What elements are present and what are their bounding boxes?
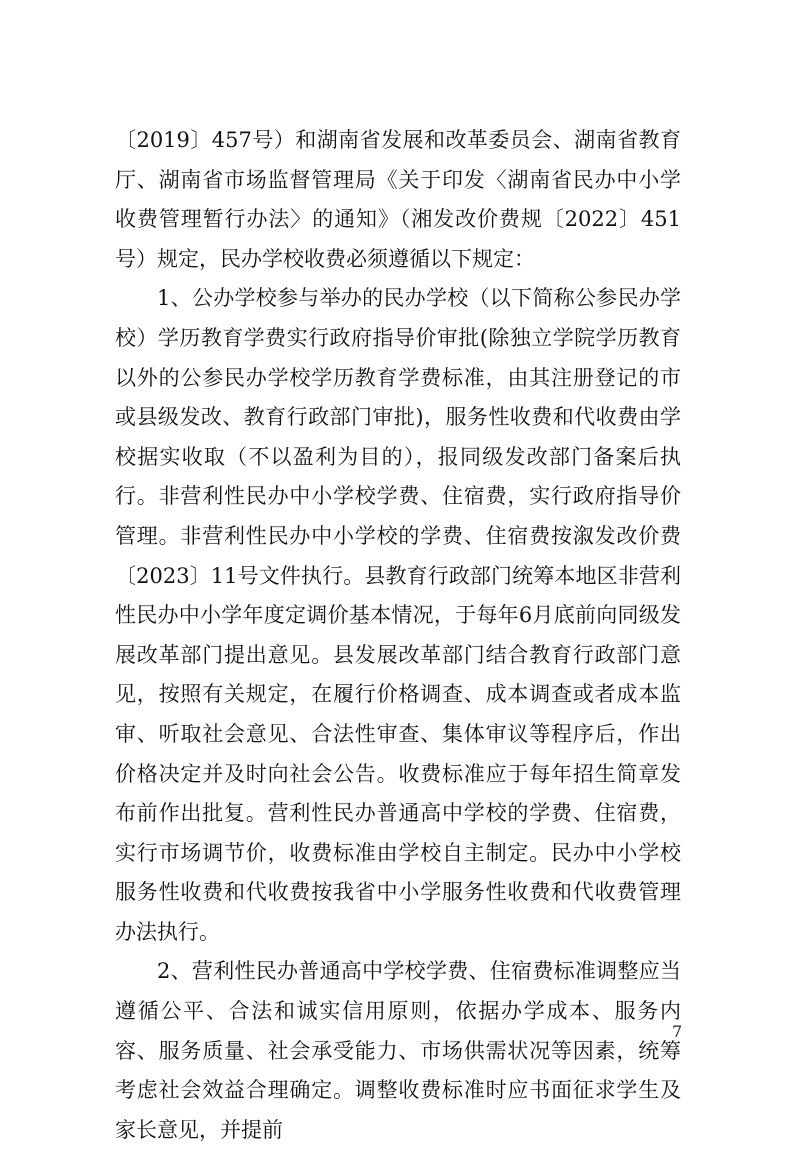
page-number: 7 — [672, 1022, 683, 1041]
paragraph-item-2: 2、营利性民办普通高中学校学费、住宿费标准调整应当遵循公平、合法和诚实信用原则，依据办学成本、服务内容、服务质量、社会承受能力、市场供需状况等因素，统筹考虑社会效益合理确定。调整收费标准时应书面征求学生及家长意见，并提前 — [115, 959, 681, 1142]
paragraph-item-1: 1、公办学校参与举办的民办学校（以下简称公参民办学校）学历教育学费实行政府指导价审批(除独立学院学历教育以外的公参民办学校学历教育学费标准，由其注册登记的市或县级发改、教育行政部门审批)，服务性收费和代收费由学校据实收取（不以盈利为目的），报同级发改部门备案后执行。非营利性民办中小学校学费、住宿费，实行政府指导价管理。非营利性民办中小学校的学费、住宿费按溆发改价费〔2023〕11号文件执行。县教育行政部门统筹本地区非营利性民办中小学年度定调价基本情况，于每年6月底前向同级发展改革部门提出意见。县发展改革部门结合教育行政部门意见，按照有关规定，在履行价格调查、成本调查或者成本监审、听取社会意见、合法性审查、集体审议等程序后，作出价格决定并及时向社会公告。收费标准应于每年招生简章发布前作出批复。营利性民办普通高中学校的学费、住宿费，实行市场调节价，收费标准由学校自主制定。民办中小学校服务性收费和代收费按我省中小学服务性收费和代收费管理办法执行。 — [115, 286, 681, 944]
paragraph-continuation: 〔2019〕457号）和湖南省发展和改革委员会、湖南省教育厅、湖南省市场监督管理局《关于印发〈湖南省民办中小学收费管理暂行办法〉的通知》（湘发改价费规〔2022〕451号）规定，民办学校收费必须遵循以下规定： — [115, 128, 681, 271]
document-body — [115, 121, 681, 1150]
